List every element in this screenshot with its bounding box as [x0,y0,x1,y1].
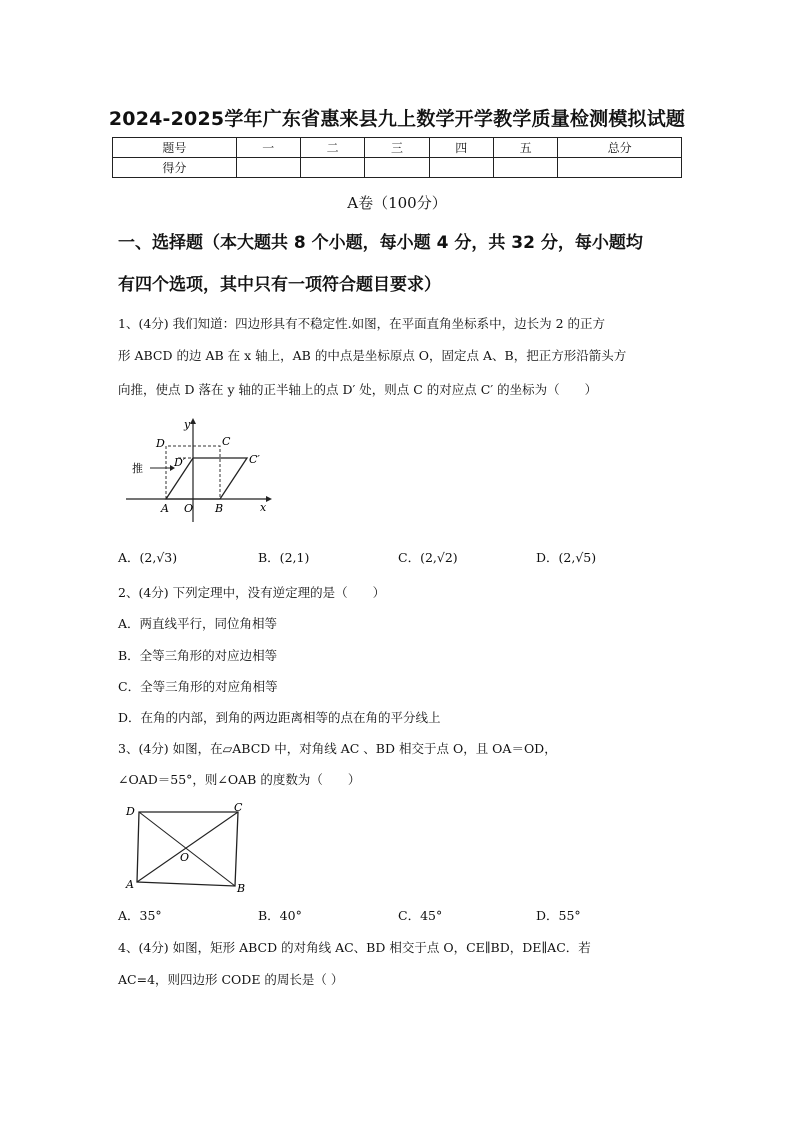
score-table [112,137,682,178]
part1-heading-line1: 一、选择题（本大题共 8 个小题，每小题 4 分，共 32 分，每小题均 [118,233,643,253]
q2-option-b[interactable]: B．全等三角形的对应边相等 [118,648,278,663]
q1-option-c[interactable]: C．(2,√2) [398,550,458,565]
q3-label-O: O [180,851,190,864]
q1-label-O: O [184,502,194,515]
score-header-cell: 四 [429,138,493,158]
q4-line1: 4、(4分) 如图，矩形 ABCD 的对角线 AC、BD 相交于点 O，CE∥BD，DE∥AC．若 [118,940,591,955]
q2-option-d[interactable]: D．在角的内部，到角的两边距离相等的点在角的平分线上 [118,710,441,725]
q3-label-B: B [237,882,246,895]
q3-option-d[interactable]: D．55° [536,908,581,923]
q1-label-D: D [156,437,165,450]
score-cell[interactable] [429,158,493,178]
section-a-title: A卷（100分） [347,194,447,212]
score-table-header-row [113,138,682,158]
score-header-cell: 一 [236,138,300,158]
score-header-cell: 二 [300,138,364,158]
score-row-label: 得分 [113,158,237,178]
q1-label-Cprime: C′ [249,453,260,466]
q3-option-a[interactable]: A．35° [118,908,162,923]
q1-label-y: y [184,418,191,431]
part1-heading-line2: 有四个选项，其中只有一项符合题目要求） [118,275,441,295]
score-table-score-row [113,158,682,178]
q1-option-b[interactable]: B．(2,1) [258,550,310,565]
q1-label-C: C [222,435,231,448]
q2-option-c[interactable]: C．全等三角形的对应角相等 [118,679,278,694]
q3-line2: ∠OAD＝55°，则∠OAB 的度数为（ ） [118,772,361,787]
q3-option-c[interactable]: C．45° [398,908,443,923]
score-cell[interactable] [300,158,364,178]
q3-label-C: C [234,801,243,814]
q3-label-A: A [126,878,134,891]
q1-label-A: A [161,502,169,515]
q2-stem: 2、(4分) 下列定理中，没有逆定理的是（ ） [118,585,386,600]
q1-option-d[interactable]: D．(2,√5) [536,550,597,565]
q1-label-push: 推 [132,462,143,475]
q1-label-B: B [215,502,224,515]
q1-line2: 形 ABCD 的边 AB 在 x 轴上，AB 的中点是坐标原点 O，固定点 A、B，把正方形沿箭头方 [118,348,627,363]
q1-label-Dprime: D′ [174,456,186,469]
score-cell[interactable] [493,158,557,178]
score-header-cell: 三 [365,138,429,158]
q1-figure [118,416,278,528]
q3-figure [118,800,258,896]
q2-option-a[interactable]: A．两直线平行，同位角相等 [118,616,278,631]
q1-line3: 向推，使点 D 落在 y 轴的正半轴上的点 D′ 处，则点 C 的对应点 C′ 的坐标为（ ） [118,382,598,397]
score-header-cell: 题号 [113,138,237,158]
score-cell[interactable] [558,158,682,178]
q3-label-D: D [126,805,135,818]
q1-label-x: x [260,501,267,514]
q1-line1: 1、(4分) 我们知道：四边形具有不稳定性.如图，在平面直角坐标系中，边长为 2 的正方 [118,316,606,331]
q4-line2: AC=4，则四边形 CODE 的周长是（ ） [118,972,344,987]
score-header-cell: 总分 [558,138,682,158]
score-cell[interactable] [365,158,429,178]
q3-line1: 3、(4分) 如图，在▱ABCD 中，对角线 AC 、BD 相交于点 O，且 OA＝OD， [118,741,557,756]
exam-title: 2024-2025学年广东省惠来县九上数学开学教学质量检测模拟试题 [108,108,686,130]
score-cell[interactable] [236,158,300,178]
q3-option-b[interactable]: B．40° [258,908,302,923]
score-header-cell: 五 [493,138,557,158]
q1-option-a[interactable]: A．(2,√3) [118,550,178,565]
